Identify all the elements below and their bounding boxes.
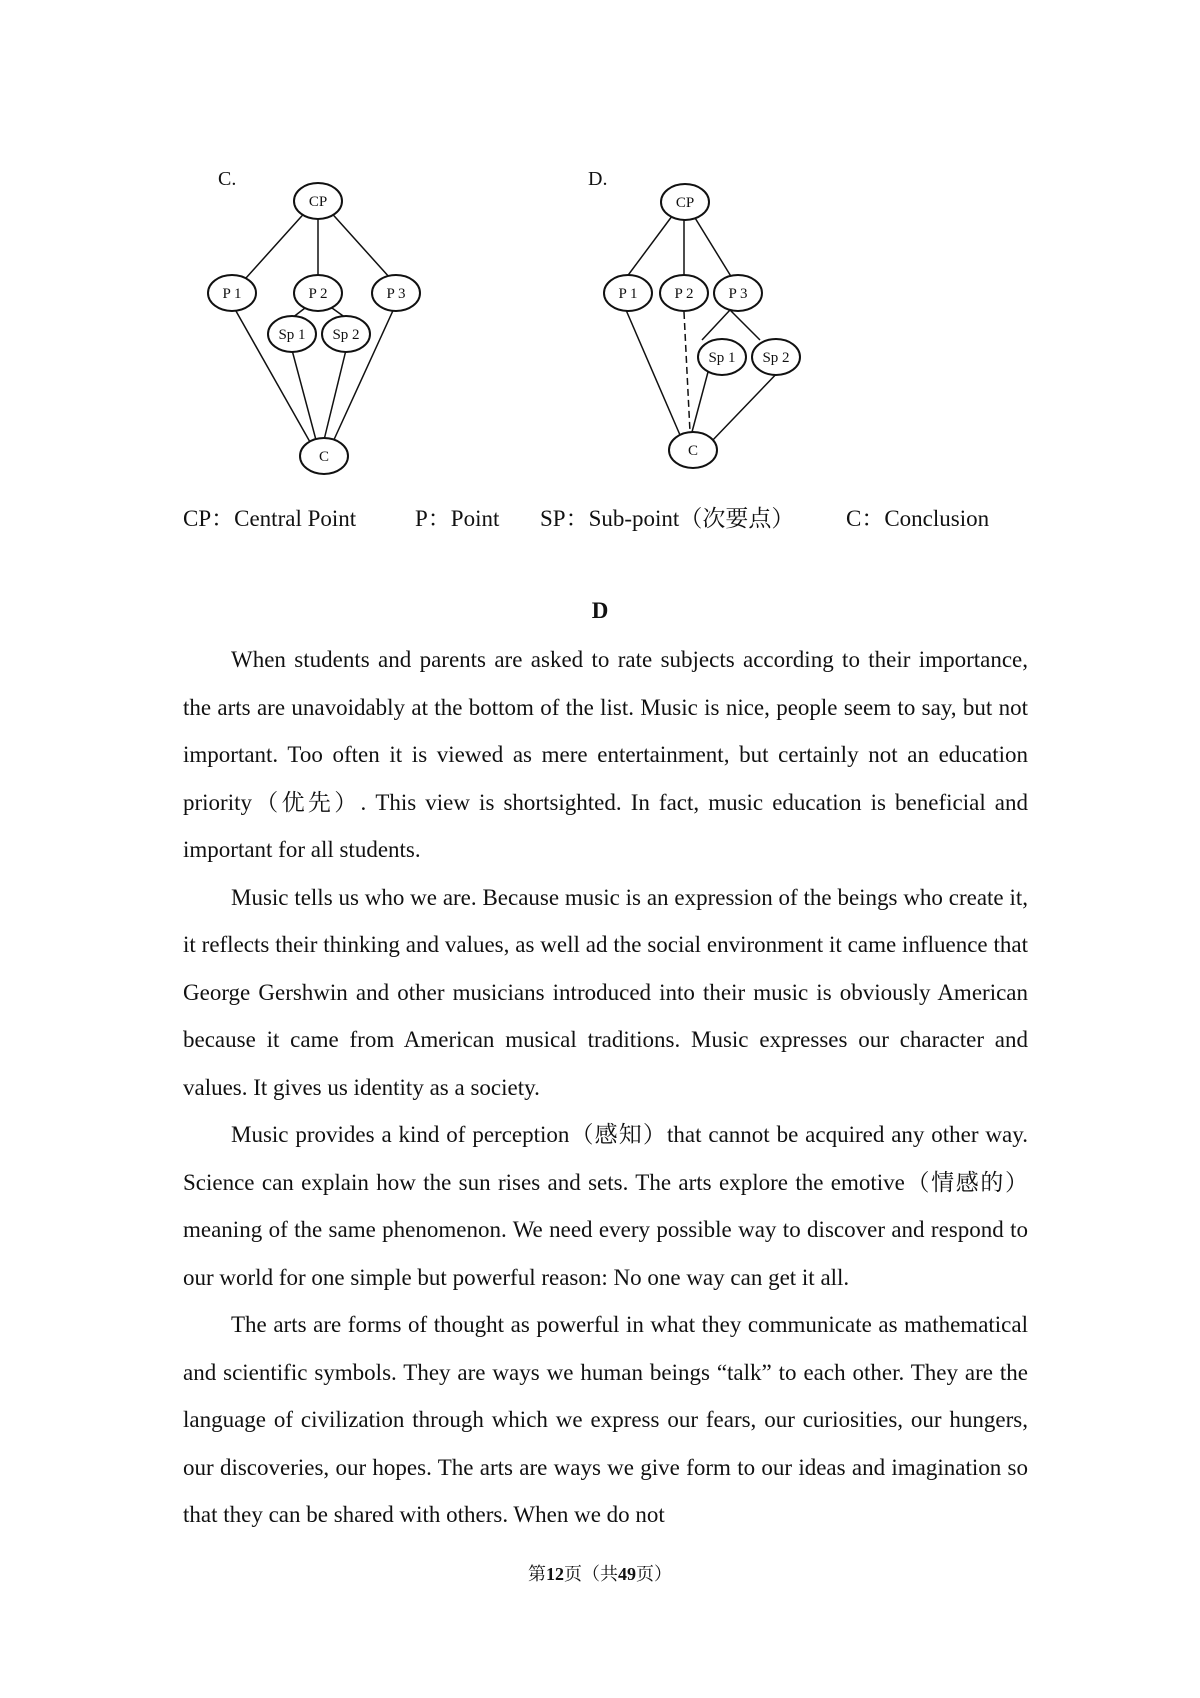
node-c-label: C <box>318 449 330 465</box>
diagram-d-label: D. <box>588 168 608 190</box>
node-cp-label: CP <box>675 195 695 211</box>
reading-passage <box>183 636 1028 1539</box>
edge-sp2-c <box>710 368 782 443</box>
node-sp1-label: Sp 1 <box>708 350 736 366</box>
node-p1-label: P 1 <box>618 286 638 302</box>
edge-sp1-c <box>292 350 316 440</box>
legend-point: P：Point <box>415 506 500 531</box>
legend-central-point: CP：Central Point <box>183 506 357 531</box>
section-heading: D <box>591 598 609 623</box>
node-p2-label: P 2 <box>308 286 328 302</box>
diagram-c <box>200 160 440 480</box>
edge-p1-c <box>626 310 680 435</box>
page-footer <box>0 1560 1200 1586</box>
node-c-label: C <box>687 443 699 459</box>
diagram-d-graph <box>580 160 840 480</box>
paragraph: Music provides a kind of perception（感知）that cannot be acquired any other way. Science can explain how the sun rises and sets. The arts explore the emotive（情感的）meaning of the same phenomenon. We need every possible way to discover and respond to our world for one simple but powerful reason: No one way can get it all. <box>183 1122 1028 1290</box>
node-cp-label: CP <box>308 194 328 210</box>
footer-suffix: 页） <box>636 1564 672 1584</box>
footer-middle: 页（共 <box>564 1564 618 1584</box>
diagram-c-graph <box>200 160 440 480</box>
diagram-legend <box>183 500 1043 540</box>
diagram-c-label: C. <box>218 168 237 190</box>
paragraph: The arts are forms of thought as powerful in what they communicate as mathematical and scientific symbols. They are ways we human beings “talk” to each other. They are the language of civilization through which we express our fears, our curiosities, our hungers, our discoveries, our hopes. The arts are ways we give form to our ideas and imagination so that they can be shared with others. When we do not <box>183 1312 1028 1527</box>
node-p1-label: P 1 <box>222 286 242 302</box>
edge-p3-sp2 <box>730 310 760 340</box>
edge-sp1-c <box>692 372 708 432</box>
node-sp2-label: Sp 2 <box>762 350 790 366</box>
edge-sp2-c <box>324 350 346 440</box>
node-p2-label: P 2 <box>674 286 694 302</box>
footer-page-number: 12 <box>546 1564 564 1584</box>
paragraph: When students and parents are asked to rate subjects according to their importance, the arts are unavoidably at the bottom of the list. Music is nice, people seem to say, but not important. Too often it is viewed as mere entertainment, but certainly not an education priority（优先）. This view is shortsighted. In fact, music education is beneficial and important for all students. <box>183 647 1028 862</box>
node-sp2-label: Sp 2 <box>332 327 360 343</box>
edge-p2-c <box>684 312 690 432</box>
legend-sub-point: SP：Sub-point（次要点） <box>540 506 795 531</box>
footer-prefix: 第 <box>528 1564 546 1584</box>
node-p3-label: P 3 <box>386 286 406 302</box>
edge-p3-sp1 <box>702 310 730 340</box>
node-sp1-label: Sp 1 <box>278 327 306 343</box>
footer-total-pages: 49 <box>618 1564 636 1584</box>
legend-conclusion: C：Conclusion <box>846 506 990 531</box>
diagram-d <box>580 160 840 480</box>
node-p3-label: P 3 <box>728 286 748 302</box>
paragraph: Music tells us who we are. Because music is an expression of the beings who create it, it reflects their thinking and values, as well ad the social environment it came influence that George Gershwin and other musicians introduced into their music is obviously American because it came from American musical traditions. Music expresses our character and values. It gives us identity as a society. <box>183 884 1028 1100</box>
